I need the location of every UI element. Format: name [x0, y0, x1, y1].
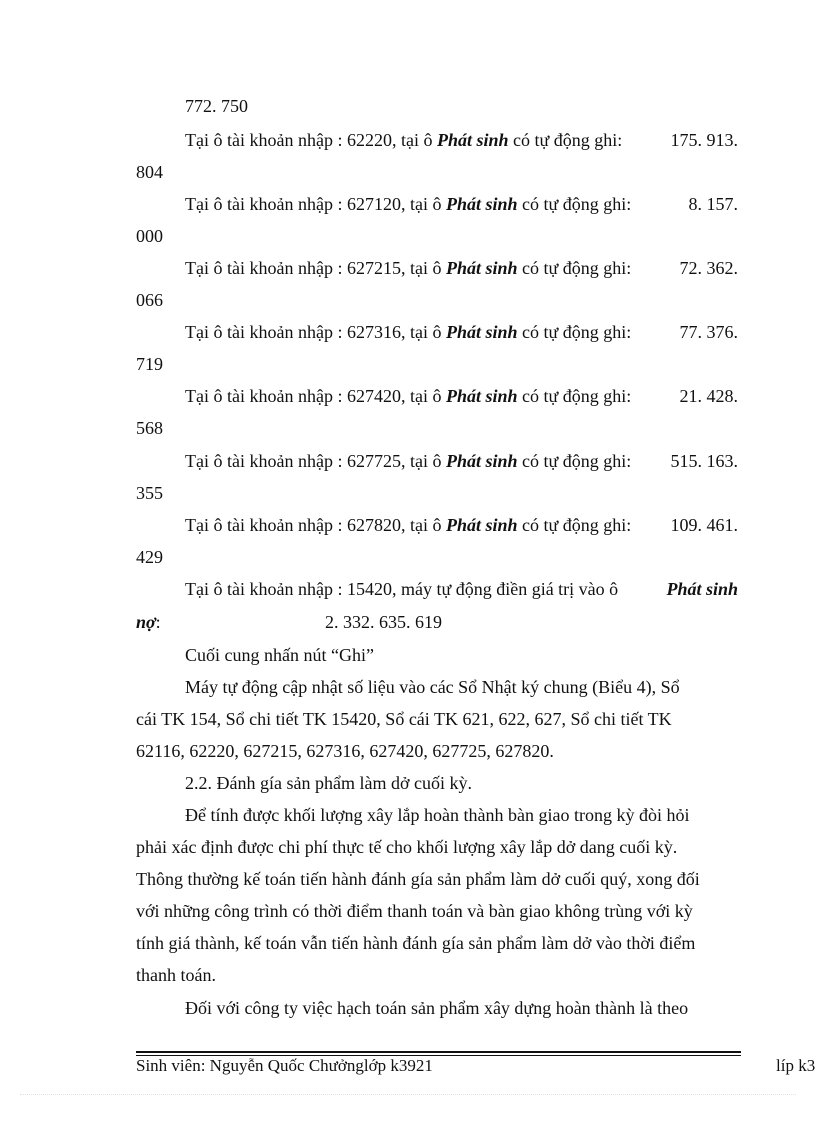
text-line: Để tính được khối lượng xây lắp hoàn thành bàn giao trong kỳ đòi hỏi [185, 805, 690, 825]
entry-amount: 515. 163. [670, 451, 738, 471]
entry-text: có tự động ghi: [513, 130, 623, 150]
no-label: nợ [136, 612, 156, 632]
entry-text: Tại ô tài khoản nhập : 15420, máy tự động điền giá trị vào ô [185, 579, 619, 599]
text-line: tính giá thành, kế toán vẫn tiến hành đánh gía sản phẩm làm dở vào thời điểm [136, 933, 696, 953]
text-line [185, 676, 738, 698]
account-entry-line [185, 321, 738, 343]
text-line: 719 [136, 354, 163, 374]
phat-sinh-label: Phát sinh [445, 451, 518, 471]
phat-sinh-label: Phát sinh [666, 579, 738, 599]
text-line: 772. 750 [185, 96, 248, 116]
text-line: 355 [136, 483, 163, 503]
phat-sinh-label: Phát sinh [445, 515, 518, 535]
footer-rule [136, 1051, 741, 1053]
paragraph-text: cái TK 154, Sổ chi tiết TK 15420, Sổ cái TK 621, 622, 627, Sổ chi tiết TK [136, 709, 672, 729]
text-line: Thông thường kế toán tiến hành đánh gía sản phẩm làm dở cuối quý, xong đối [136, 869, 700, 889]
entry-text: có tự động ghi: [522, 322, 632, 342]
entry-amount: 77. 376. [679, 322, 738, 342]
text-line: Cuối cung nhấn nút “Ghi” [185, 645, 374, 665]
entry-text: có tự động ghi: [522, 451, 632, 471]
text-line: phải xác định được chi phí thực tế cho khối lượng xây lắp dở dang cuối kỳ. [136, 837, 678, 857]
entry-text: Tại ô tài khoản nhập : 627420, tại ô [185, 386, 442, 406]
page-footer [0, 1056, 816, 1078]
account-entry-line [185, 385, 738, 407]
footer-student: Sinh viên: Nguyễn Quốc Chưởnglớp k3921 [136, 1056, 433, 1075]
account-entry-line [185, 514, 738, 536]
account-entry-line [185, 193, 738, 215]
entry-amount: 8. 157. [688, 194, 738, 214]
text-line [136, 708, 738, 730]
text-line: Đối với công ty việc hạch toán sản phẩm xây dựng hoàn thành là theo [185, 998, 689, 1018]
paragraph-text: Máy tự động cập nhật số liệu vào các Sổ Nhật ký chung (Biểu 4), Sổ [185, 677, 680, 697]
entry-text: có tự động ghi: [522, 194, 632, 214]
entry-amount: 109. 461. [670, 515, 738, 535]
entry-text: Tại ô tài khoản nhập : 627820, tại ô [185, 515, 442, 535]
footer-class: líp k3 [776, 1056, 816, 1075]
section-heading: 2.2. Đánh gía sản phẩm làm dở cuối kỳ. [185, 773, 472, 793]
text-line: 568 [136, 418, 163, 438]
account-entry-line [185, 129, 738, 151]
entry-text: Tại ô tài khoản nhập : 627316, tại ô [185, 322, 442, 342]
text-line: 62116, 62220, 627215, 627316, 627420, 627725, 627820. [136, 741, 554, 761]
entry-text: Tại ô tài khoản nhập : 62220, tại ô [185, 130, 433, 150]
entry-text: Tại ô tài khoản nhập : 627725, tại ô [185, 451, 442, 471]
text-line: với những công trình có thời điểm thanh toán và bàn giao không trùng với kỳ [136, 901, 693, 921]
phat-sinh-label: Phát sinh [445, 194, 518, 214]
phat-sinh-label: Phát sinh [445, 258, 518, 278]
colon: : [155, 612, 161, 632]
entry-amount: 21. 428. [679, 386, 738, 406]
entry-text: Tại ô tài khoản nhập : 627215, tại ô [185, 258, 442, 278]
account-entry-line [185, 450, 738, 472]
entry-amount: 175. 913. [670, 130, 738, 150]
entry-text: Tại ô tài khoản nhập : 627120, tại ô [185, 194, 442, 214]
page-edge [20, 1094, 796, 1095]
phat-sinh-label: Phát sinh [445, 386, 518, 406]
entry-amount: 72. 362. [679, 258, 738, 278]
account-entry-line [185, 257, 738, 279]
total-amount: 2. 332. 635. 619 [325, 612, 442, 632]
text-line: 429 [136, 547, 163, 567]
entry-text: có tự động ghi: [522, 258, 632, 278]
phat-sinh-label: Phát sinh [436, 130, 509, 150]
text-line: 066 [136, 290, 163, 310]
text-line [136, 611, 738, 633]
text-line: thanh toán. [136, 965, 216, 985]
entry-text: có tự động ghi: [522, 386, 632, 406]
account-entry-line [185, 578, 738, 600]
text-line: 000 [136, 226, 163, 246]
entry-text: có tự động ghi: [522, 515, 632, 535]
phat-sinh-label: Phát sinh [445, 322, 518, 342]
text-line: 804 [136, 162, 163, 182]
